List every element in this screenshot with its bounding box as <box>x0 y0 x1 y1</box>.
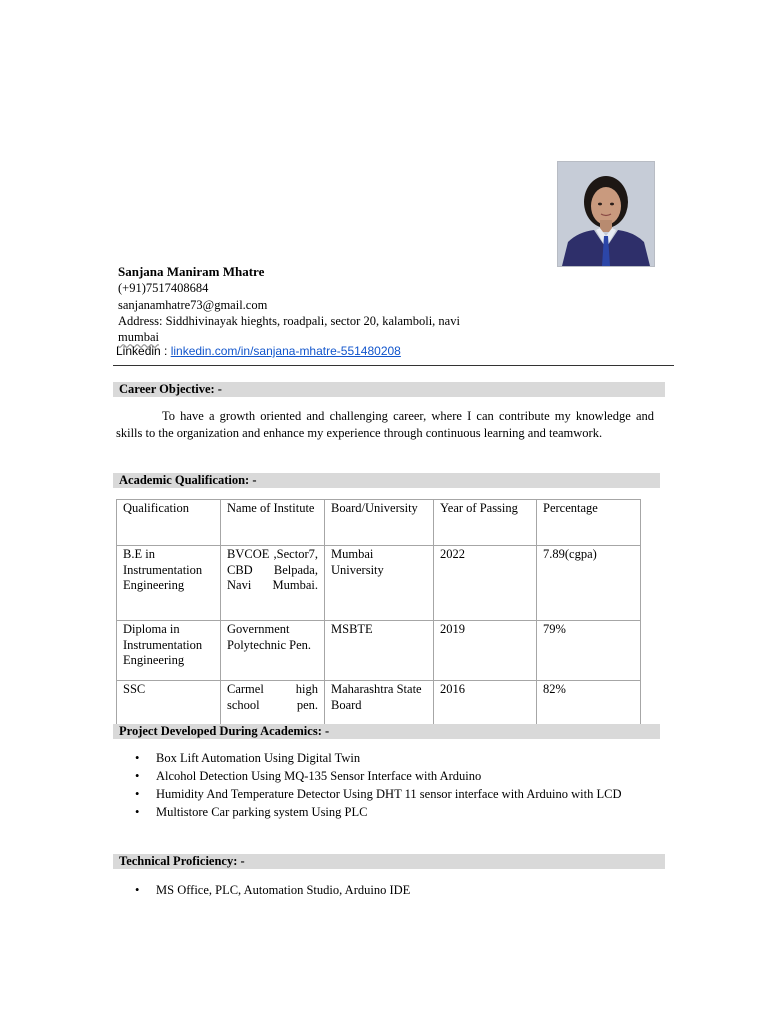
column-header: Percentage <box>537 500 641 546</box>
header-divider <box>113 365 674 366</box>
table-cell: 79% <box>537 621 641 681</box>
list-item: • MS Office, PLC, Automation Studio, Arduino IDE <box>135 882 635 898</box>
table-cell: Maharashtra State Board <box>325 681 434 725</box>
linkedin-link[interactable]: linkedin.com/in/sanjana-mhatre-551480208 <box>170 344 401 358</box>
table-cell: Government Polytechnic Pen. <box>221 621 325 681</box>
table-header-row <box>117 500 641 546</box>
address-line-2: mumbai <box>118 330 159 344</box>
table-cell: SSC <box>117 681 221 725</box>
table-cell: 82% <box>537 681 641 725</box>
table-cell: Mumbai University <box>325 546 434 621</box>
phone-number: (+91)7517408684 <box>118 281 209 295</box>
table-cell: BVCOE ,Sector7, CBD Belpada, Navi Mumbai. <box>221 546 325 621</box>
table-cell: B.E in Instrumentation Engineering <box>117 546 221 621</box>
table-cell: Diploma in Instrumentation Engineering <box>117 621 221 681</box>
candidate-name: Sanjana Maniram Mhatre <box>118 264 265 279</box>
linkedin-label: Linkedin : <box>116 344 171 358</box>
table-row <box>117 546 641 621</box>
table-cell: MSBTE <box>325 621 434 681</box>
list-item: • Multistore Car parking system Using PLC <box>135 804 635 820</box>
table-cell: 7.89(cgpa) <box>537 546 641 621</box>
academic-table <box>116 499 641 725</box>
column-header: Year of Passing <box>434 500 537 546</box>
profile-photo <box>557 161 655 267</box>
table-row <box>117 621 641 681</box>
list-item: • Humidity And Temperature Detector Using DHT 11 sensor interface with Arduino with LCD <box>135 786 626 802</box>
table-cell: Carmel high school pen. <box>221 681 325 725</box>
table-row <box>117 681 641 725</box>
technical-proficiency-heading: Technical Proficiency: - <box>113 854 665 869</box>
email-address: sanjanamhatre73@gmail.com <box>118 298 268 312</box>
list-item: • Alcohol Detection Using MQ-135 Sensor Interface with Arduino <box>135 768 635 784</box>
column-header: Board/University <box>325 500 434 546</box>
table-cell: 2019 <box>434 621 537 681</box>
career-objective-heading: Career Objective: - <box>113 382 665 397</box>
career-objective-body: To have a growth oriented and challenging career, where I can contribute my knowledge and skills to the organization and enhance my experience through continuous learning and teamwork. <box>116 409 654 440</box>
table-cell: 2022 <box>434 546 537 621</box>
technical-list <box>135 882 635 900</box>
column-header: Qualification <box>117 500 221 546</box>
linkedin-row <box>116 344 401 358</box>
career-objective-text <box>116 408 654 442</box>
person-portrait-icon <box>558 162 654 266</box>
academic-qualification-heading: Academic Qualification: - <box>113 473 660 488</box>
projects-list <box>135 750 635 822</box>
table-cell: 2016 <box>434 681 537 725</box>
projects-heading: Project Developed During Academics: - <box>113 724 660 739</box>
address-line-1: Address: Siddhivinayak hieghts, roadpali, sector 20, kalamboli, navi <box>118 314 460 328</box>
column-header: Name of Institute <box>221 500 325 546</box>
list-item: • Box Lift Automation Using Digital Twin <box>135 750 635 766</box>
